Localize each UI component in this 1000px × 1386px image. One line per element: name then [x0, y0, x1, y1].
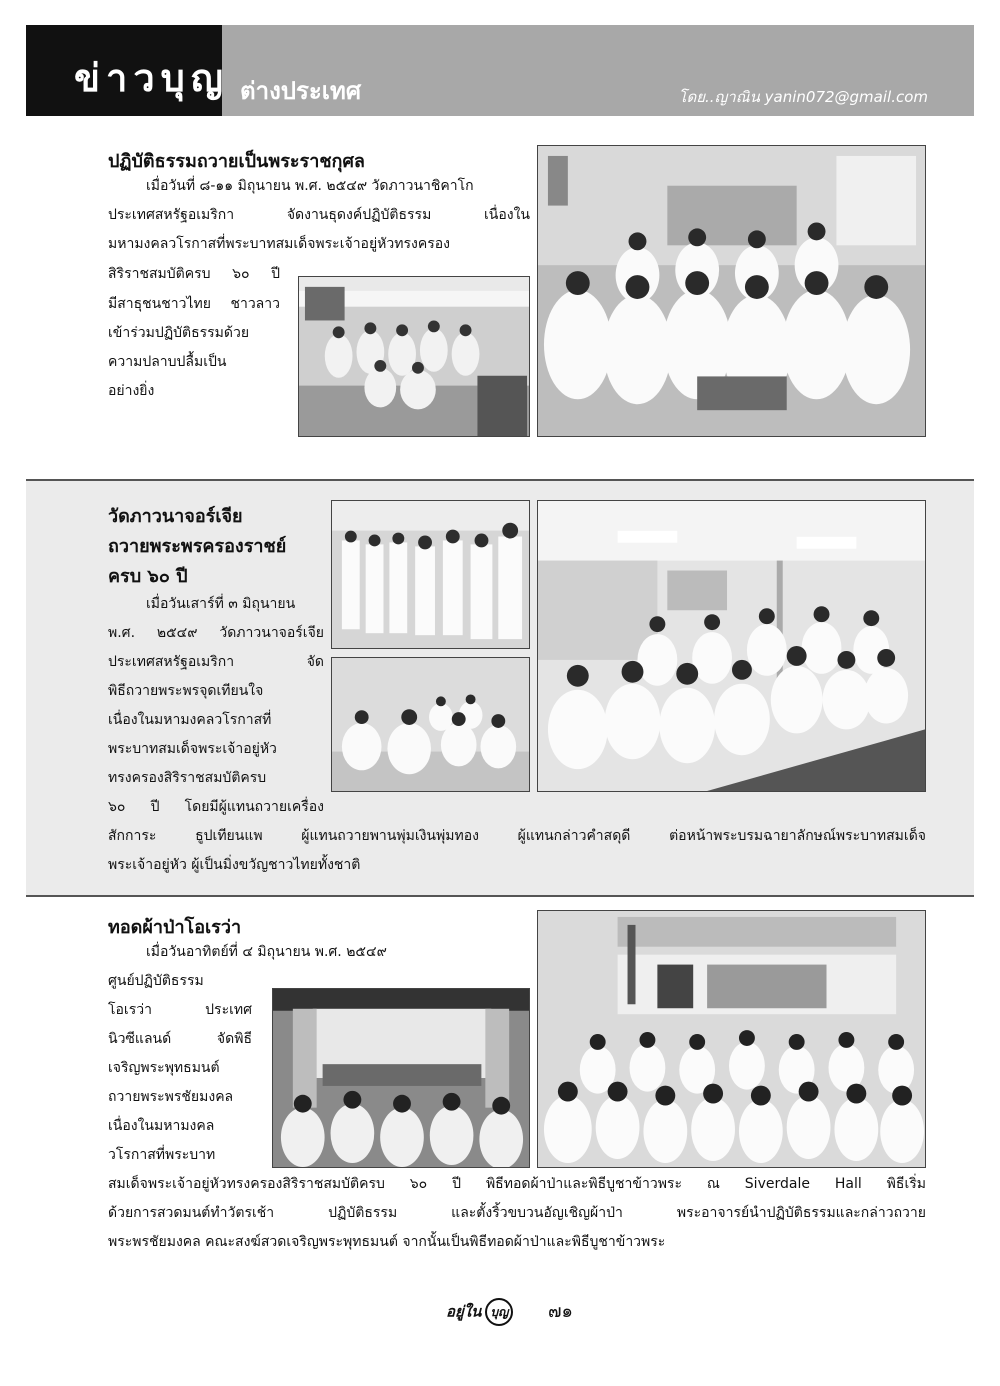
- section2-line: พ.ศ. ๒๕๔๙ วัดภาวนาจอร์เจีย: [108, 625, 324, 641]
- section3-line: ด้วยการสวดมนต์ทำวัตรเช้า ปฏิบัติธรรม และตั้งริ้วขบวนอัญเชิญผ้าป่า พระอาจารย์นำปฏิบัติธรรมและกล่าวถวาย: [108, 1205, 926, 1221]
- photo-seated-meditation: [331, 657, 530, 792]
- section3-line: เมื่อวันอาทิตย์ที่ ๔ มิถุนายน พ.ศ. ๒๕๔๙: [146, 944, 387, 960]
- section3-line: วโรกาสที่พระบาท: [108, 1147, 216, 1163]
- photo-indoor-group: [537, 145, 926, 437]
- section2-line: ทรงครองสิริราชสมบัติครบ: [108, 770, 267, 786]
- section2-heading: วัดภาวนาจอร์เจีย: [108, 506, 243, 527]
- section3-line: ถวายพระพรชัยมงคล: [108, 1089, 234, 1105]
- section1-line: ความปลาบปลื้มเป็น: [108, 354, 227, 370]
- footer-logo: [446, 1298, 513, 1326]
- section1-line: สิริราชสมบัติครบ ๖๐ ปี: [108, 266, 280, 282]
- photo-banner-group: [537, 910, 926, 1168]
- section1-line: เข้าร่วมปฏิบัติธรรมด้วย: [108, 325, 250, 341]
- footer-logo-ring: บุญ: [485, 1298, 513, 1326]
- section2-heading: ถวายพระพรครองราชย์: [108, 536, 287, 557]
- section3-heading: ทอดผ้าป่าโอเรว่า: [108, 917, 242, 938]
- section3-line: ศูนย์ปฏิบัติธรรม: [108, 973, 204, 989]
- section2-heading: ครบ ๖๐ ปี: [108, 566, 188, 587]
- section2-line: พระบาทสมเด็จพระเจ้าอยู่หัว: [108, 741, 277, 757]
- section1-line: ประเทศสหรัฐอเมริกา จัดงานธุดงค์ปฏิบัติธรรม เนื่องใน: [108, 207, 530, 223]
- page-number: ๗๑: [548, 1301, 573, 1322]
- section3-line: โอเรว่า ประเทศ: [108, 1002, 252, 1018]
- section1-heading: ปฏิบัติธรรมถวายเป็นพระราชกุศล: [108, 151, 365, 172]
- section2-line: พิธีถวายพระพรจุดเทียนใจ: [108, 683, 264, 699]
- section2-line: ๖๐ ปี โดยมีผู้แทนถวายเครื่อง: [108, 799, 324, 815]
- section2-line: สักการะ ธูปเทียนแพ ผู้แทนถวายพานพุ่มเงินพุ่มทอง ผู้แทนกล่าวคำสดุดี ต่อหน้าพระบรมฉายาลักษณ์พระบาทสมเด็จ: [108, 828, 926, 844]
- section2-line: พระเจ้าอยู่หัว ผู้เป็นมิ่งขวัญชาวไทยทั้งชาติ: [108, 857, 361, 873]
- header-title: ข่าวบุญ: [74, 56, 230, 100]
- section2-line: ประเทศสหรัฐอเมริกา จัด: [108, 654, 324, 670]
- section2-line: เนื่องในมหามงคลวโรกาสที่: [108, 712, 272, 728]
- photo-outdoor-retreat: [298, 276, 530, 437]
- section3-line: นิวซีแลนด์ จัดพิธี: [108, 1031, 252, 1047]
- photo-ceremony-stage: [272, 988, 530, 1168]
- section1-line: มหามงคลวโรกาสที่พระบาทสมเด็จพระเจ้าอยู่หัวทรงครอง: [108, 236, 450, 252]
- section3-line: สมเด็จพระเจ้าอยู่หัวทรงครองสิริราชสมบัติครบ ๖๐ ปี พิธีทอดผ้าป่าและพิธีบูชาข้าวพระ ณ Siverdale Hall พิธีเริ่ม: [108, 1176, 926, 1192]
- header-subtitle: ต่างประเทศ: [240, 77, 362, 105]
- section2-line: เมื่อวันเสาร์ที่ ๓ มิถุนายน: [146, 596, 296, 612]
- photo-procession: [331, 500, 530, 649]
- section1-line: อย่างยิ่ง: [108, 383, 155, 399]
- photo-hall-group: [537, 500, 926, 792]
- page-header: [26, 25, 974, 116]
- section3-line: เนื่องในมหามงคล: [108, 1118, 215, 1134]
- section1-line: มีสาธุชนชาวไทย ชาวลาว: [108, 296, 280, 312]
- footer-logo-text: อยู่ใน: [446, 1302, 482, 1321]
- section3-line: พระพรชัยมงคล คณะสงฆ์สวดเจริญพระพุทธมนต์ จากนั้นเป็นพิธีทอดผ้าป่าและพิธีบูชาข้าวพระ: [108, 1234, 666, 1250]
- section3-line: เจริญพระพุทธมนต์: [108, 1060, 220, 1076]
- header-title-block: [26, 25, 230, 116]
- header-byline: โดย..ญาณิน yanin072@gmail.com: [678, 88, 928, 106]
- section1-line: เมื่อวันที่ ๘-๑๑ มิถุนายน พ.ศ. ๒๕๔๙ วัดภาวนาชิคาโก: [146, 178, 474, 194]
